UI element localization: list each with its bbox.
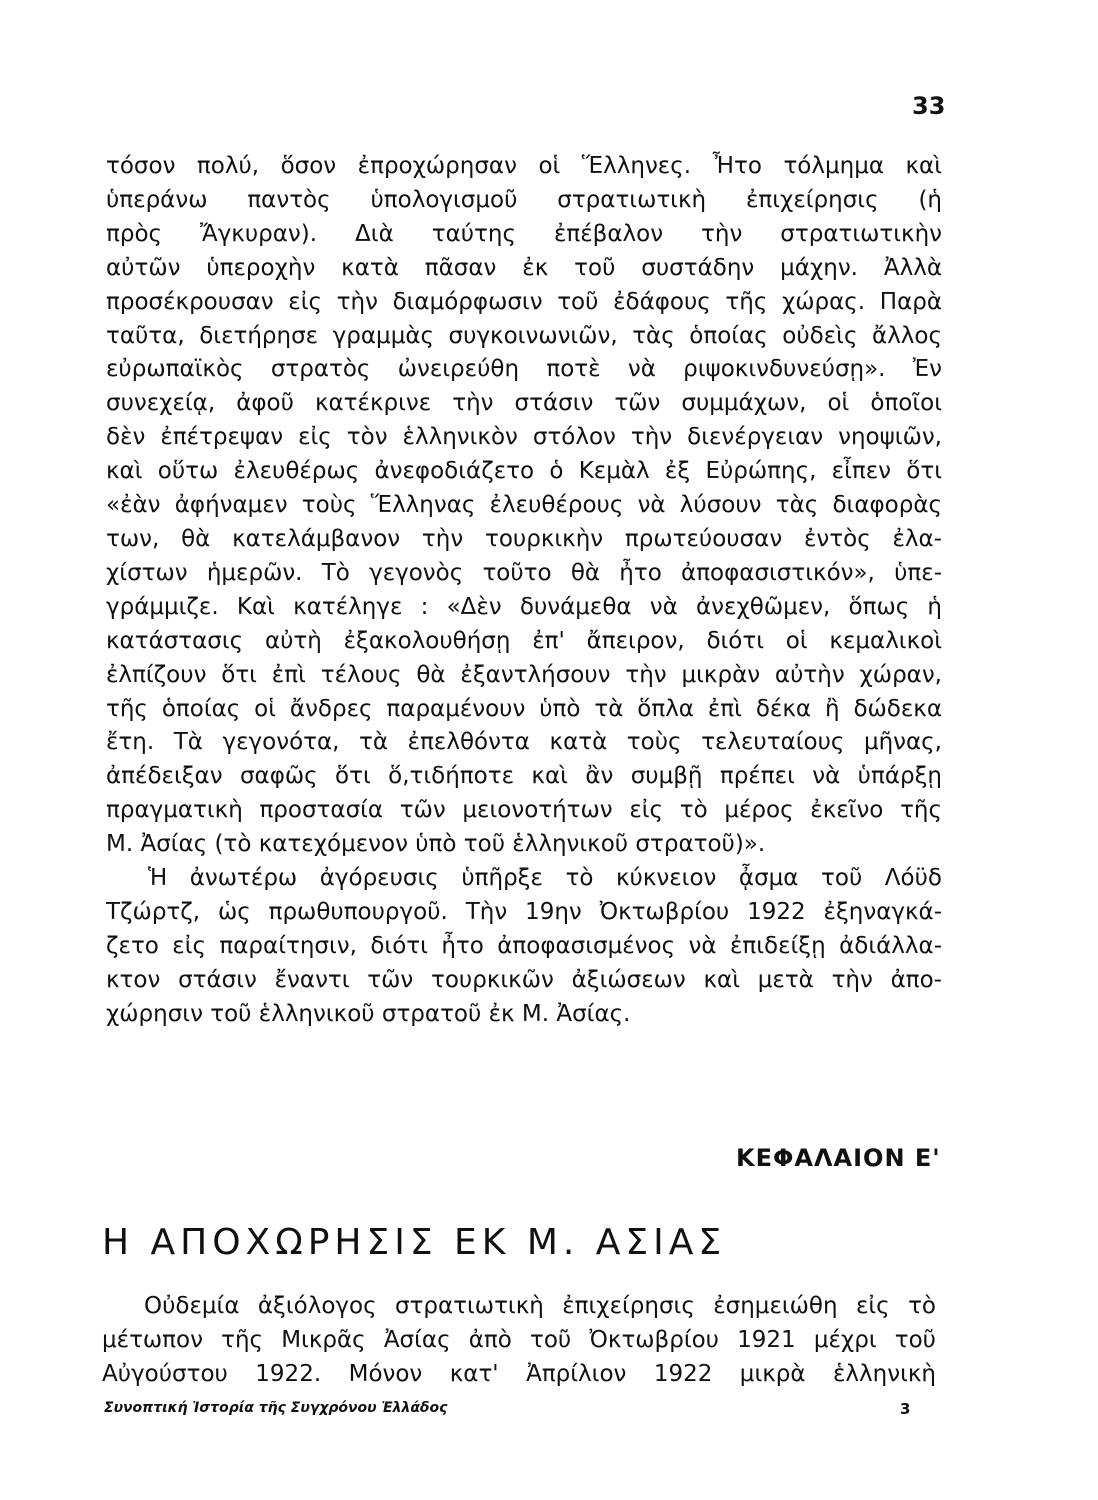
page-number: 33 [912,92,946,120]
text-line: πραγματικὴ προστασία τῶν μειονοτήτων εἰς τὸ μέρος ἐκεῖνο τῆς [106,797,942,824]
text-line: Αὐγούστου 1922. Μόνον κατ' Ἀπρίλιον 1922 μικρὰ ἑλληνικὴ [102,1360,936,1387]
text-line: προσέκρουσαν εἰς τὴν διαμόρφωσιν τοῦ ἐδάφους τῆς χώρας. Παρὰ [106,288,942,315]
text-line: μέτωπον τῆς Μικρᾶς Ἀσίας ἀπὸ τοῦ Ὀκτωβρίου 1921 μέχρι τοῦ [102,1326,936,1353]
text-line: Οὐδεμία ἀξιόλογος στρατιωτικὴ ἐπιχείρησις ἐσημειώθη εἰς τὸ [144,1293,936,1319]
text-line: τῆς ὁποίας οἱ ἄνδρες παραμένουν ὑπὸ τὰ ὅπλα ἐπὶ δέκα ἢ δώδεκα [106,695,942,722]
text-line: κτον στάσιν ἔναντι τῶν τουρκικῶν ἀξιώσεων καὶ μετὰ τὴν ἀπο- [106,966,942,993]
footer-title: Συνοπτική Ἱστορία τῆς Συγχρόνου Ἑλλάδος [104,1400,448,1416]
text-line: «ἐὰν ἀφήναμεν τοὺς Ἕλληνας ἐλευθέρους νὰ λύσουν τὰς διαφορὰς [106,492,942,519]
body-text [106,150,942,1032]
text-line: Τζώρτζ, ὡς πρωθυπουργοῦ. Τὴν 19ην Ὀκτωβρίου 1922 ἐξηναγκά- [106,898,942,925]
text-line: ζετο εἰς παραίτησιν, διότι ἦτο ἀποφασισμένος νὰ ἐπιδείξῃ ἀδιάλλα- [106,932,942,959]
chapter-label: ΚΕΦΑΛΑΙΟΝ Ε' [736,1144,941,1172]
text-line: ἀπέδειξαν σαφῶς ὅτι ὅ,τιδήποτε καὶ ἂν συμβῇ πρέπει νὰ ὑπάρξῃ [106,763,942,790]
text-line: Ἡ ἀνωτέρω ἀγόρευσις ὑπῆρξε τὸ κύκνειον ᾆσμα τοῦ Λόϋδ [148,865,942,892]
text-line: καὶ οὕτω ἐλευθέρως ἀνεφοδιάζετο ὁ Κεμὰλ ἐξ Εὐρώπης, εἶπεν ὅτι [106,458,942,485]
text-line: κατάστασις αὐτὴ ἐξακολουθήσῃ ἐπ' ἄπειρον, διότι οἱ κεμαλικοὶ [106,627,942,654]
text-line: Μ. Ἀσίας (τὸ κατεχόμενον ὑπὸ τοῦ ἑλληνικοῦ στρατοῦ)». [106,831,766,858]
signature-mark: 3 [900,1400,911,1418]
text-line: ἔτη. Τὰ γεγονότα, τὰ ἐπελθόντα κατὰ τοὺς τελευταίους μῆνας, [106,729,942,756]
text-line: ἐλπίζουν ὅτι ἐπὶ τέλους θὰ ἐξαντλήσουν τὴν μικρὰν αὐτὴν χώραν, [106,661,942,688]
text-line: ὑπεράνω παντὸς ὑπολογισμοῦ στρατιωτικὴ ἐπιχείρησις (ἡ [106,186,942,213]
text-line: αὐτῶν ὑπεροχὴν κατὰ πᾶσαν ἐκ τοῦ συστάδην μάχην. Ἀλλὰ [106,254,942,281]
text-line: χώρησιν τοῦ ἑλληνικοῦ στρατοῦ ἐκ Μ. Ἀσίας. [106,1000,631,1027]
text-line: τόσον πολύ, ὅσον ἐπροχώρησαν οἱ Ἕλληνες. Ἦτο τόλμημα καὶ [106,153,942,179]
text-line: ταῦτα, διετήρησε γραμμὰς συγκοινωνιῶν, τὰς ὁποίας οὐδεὶς ἄλλος [106,322,942,349]
text-line: συνεχείᾳ, ἀφοῦ κατέκρινε τὴν στάσιν τῶν συμμάχων, οἱ ὁποῖοι [106,390,942,417]
text-line: των, θὰ κατελάμβανον τὴν τουρκικὴν πρωτεύουσαν ἐντὸς ἐλα- [106,525,942,552]
text-line: χίστων ἡμερῶν. Τὸ γεγονὸς τοῦτο θὰ ἦτο ἀποφασιστικόν», ὑπε- [106,559,942,586]
section-text [102,1290,936,1392]
text-line: δὲν ἐπέτρεψαν εἰς τὸν ἑλληνικὸν στόλον τὴν διενέργειαν νηοψιῶν, [106,424,942,451]
text-line: εὐρωπαϊκὸς στρατὸς ὠνειρεύθη ποτὲ νὰ ριψοκινδυνεύσῃ». Ἐν [106,356,942,383]
text-line: πρὸς Ἄγκυραν). Διὰ ταύτης ἐπέβαλον τὴν στρατιωτικὴν [106,220,942,247]
text-line: γράμμιζε. Καὶ κατέληγε : «Δὲν δυνάμεθα νὰ ἀνεχθῶμεν, ὅπως ἡ [106,593,942,620]
chapter-title: Η ΑΠΟΧΩΡΗΣΙΣ ΕΚ Μ. ΑΣΙΑΣ [102,1222,727,1263]
